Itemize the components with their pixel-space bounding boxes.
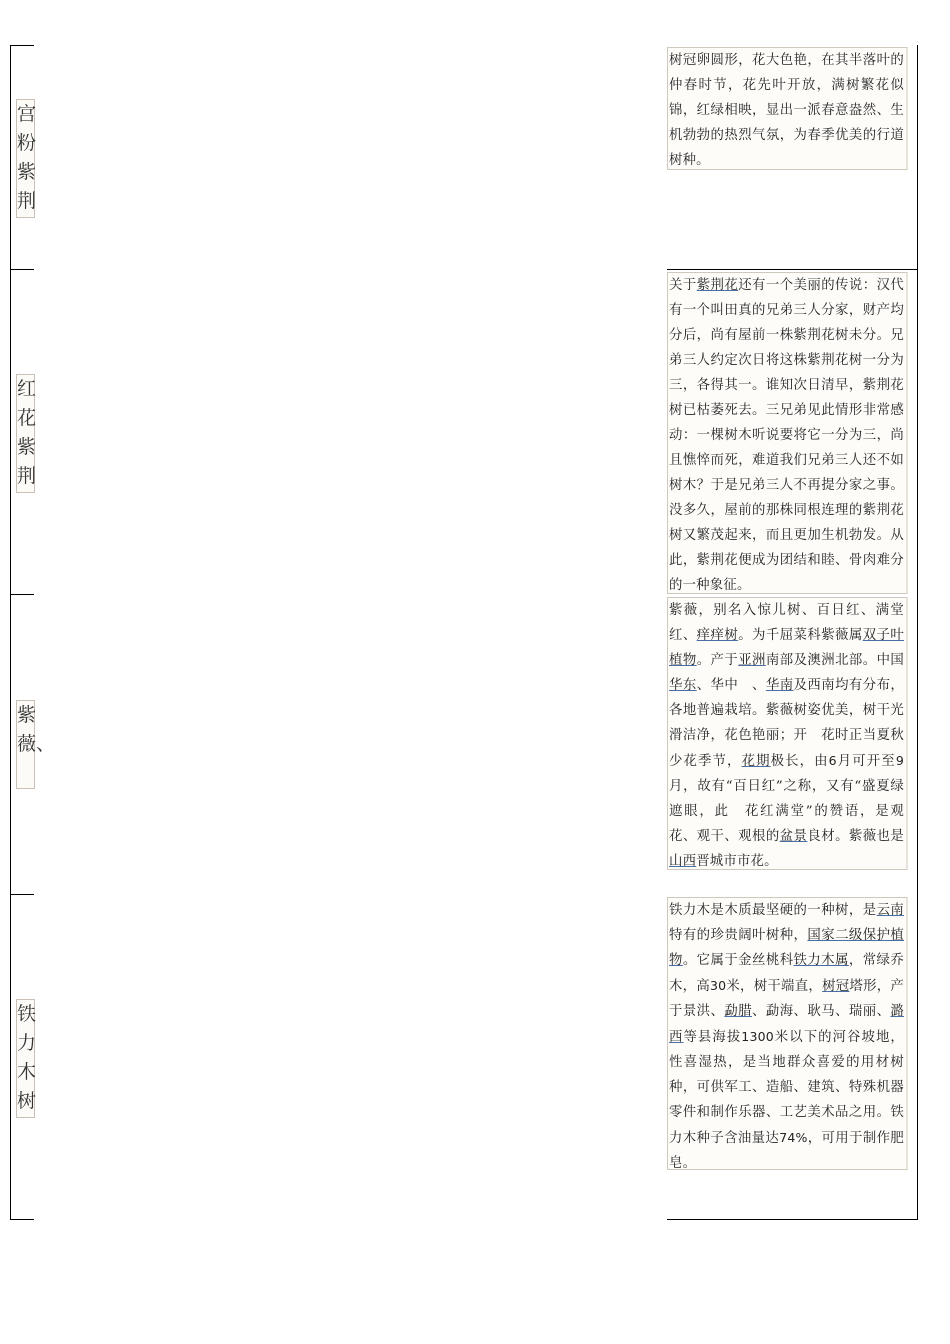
row-divider bbox=[10, 1219, 34, 1220]
link-huadong[interactable]: 华东 bbox=[669, 678, 697, 693]
link-zijinghua[interactable]: 紫荆花 bbox=[696, 278, 739, 293]
link-shuangziye[interactable]: 双子叶植物 bbox=[669, 628, 904, 668]
link-baohu-zhiwu[interactable]: 国家二级保护植物 bbox=[669, 928, 905, 968]
right-divider bbox=[667, 269, 918, 270]
row-divider bbox=[10, 894, 34, 895]
link-yunnan[interactable]: 云南 bbox=[876, 903, 905, 918]
link-mengla[interactable]: 勐腊 bbox=[724, 1004, 753, 1019]
link-shuguan[interactable]: 树冠 bbox=[822, 979, 850, 994]
link-huanan[interactable]: 华南 bbox=[765, 678, 794, 693]
tree-description: 关于紫荆花还有一个美丽的传说：汉代有一个叫田真的兄弟三人分家，财产均分后，尚有屋前一株紫荆花树未分。兄弟三人约定次日将这株紫荆花树一分为三，各得其一。谁知次日清早，紫荆花树已枯萎死去。三兄弟见此情形非常感动：一棵树木听说要将它一分为三，尚且憔悴而死，难道我们兄弟三人还不如树木？于是兄弟三人不再提分家之事。没多久，屋前的那株同根连理的紫荆花树又繁茂起来，而且更加生机勃发。从此，紫荆花便成为团结和睦、骨肉难分的一种象征。 bbox=[667, 272, 908, 594]
left-border bbox=[10, 45, 11, 1220]
row-divider bbox=[10, 269, 34, 270]
tree-description: 铁力木是木质最坚硬的一种树，是云南特有的珍贵阔叶树种，国家二级保护植物。它属于金丝桃科铁力木属，常绿乔木，高30米，树干端直，树冠塔形，产于景洪、勐腊、勐海、耿马、瑞丽、潞西等县海拔1300米以下的河谷坡地，性喜湿热，是当地群众喜爱的用材树种，可供军工、造船、建筑、特殊机器零件和制作乐器、工艺美术品之用。铁力木种子含油量达74%，可用于制作肥皂。 bbox=[667, 897, 908, 1170]
link-luxi[interactable]: 潞西 bbox=[669, 1004, 905, 1045]
tree-name-honghua-zijing: 红花紫荆 bbox=[16, 374, 35, 493]
link-shanxi[interactable]: 山西 bbox=[669, 854, 697, 869]
right-border bbox=[917, 45, 918, 1220]
link-yazhou[interactable]: 亚洲 bbox=[738, 653, 766, 668]
tree-name-gongfen-zijing: 宫粉紫荆 bbox=[16, 99, 35, 218]
right-divider bbox=[667, 1219, 918, 1220]
link-yangyangshu[interactable]: 痒痒树 bbox=[696, 628, 739, 643]
row-divider bbox=[10, 45, 34, 46]
link-huaqi[interactable]: 花期 bbox=[741, 754, 771, 769]
tree-name-ziwei: 紫薇、 bbox=[16, 700, 35, 789]
tree-name-tielimu: 铁力木树 bbox=[16, 999, 35, 1118]
link-penjing[interactable]: 盆景 bbox=[779, 829, 808, 844]
tree-description: 树冠卵圆形，花大色艳，在其半落叶的仲春时节，花先叶开放，满树繁花似锦，红绿相映，显出一派春意盎然、生机勃勃的热烈气氛，为春季优美的行道树种。 bbox=[667, 47, 908, 170]
link-tielimu-shu[interactable]: 铁力木属 bbox=[793, 953, 849, 968]
tree-description: 紫薇，别名入惊儿树、百日红、满堂红、痒痒树。为千屈菜科紫薇属双子叶植物。产于亚洲南部及澳洲北部。中国华东、华中 、华南及西南均有分布，各地普遍栽培。紫薇树姿优美，树干光滑洁净，花色艳丽；开 花时正当夏秋少花季节，花期极长，由6月可开至9月，故有“百日红”之称，又有“盛夏绿遮眼，此 花红满堂”的赞语，是观花、观干、观根的盆景良材。紫薇也是山西晋城市市花。 bbox=[667, 597, 908, 870]
row-divider bbox=[10, 594, 34, 595]
